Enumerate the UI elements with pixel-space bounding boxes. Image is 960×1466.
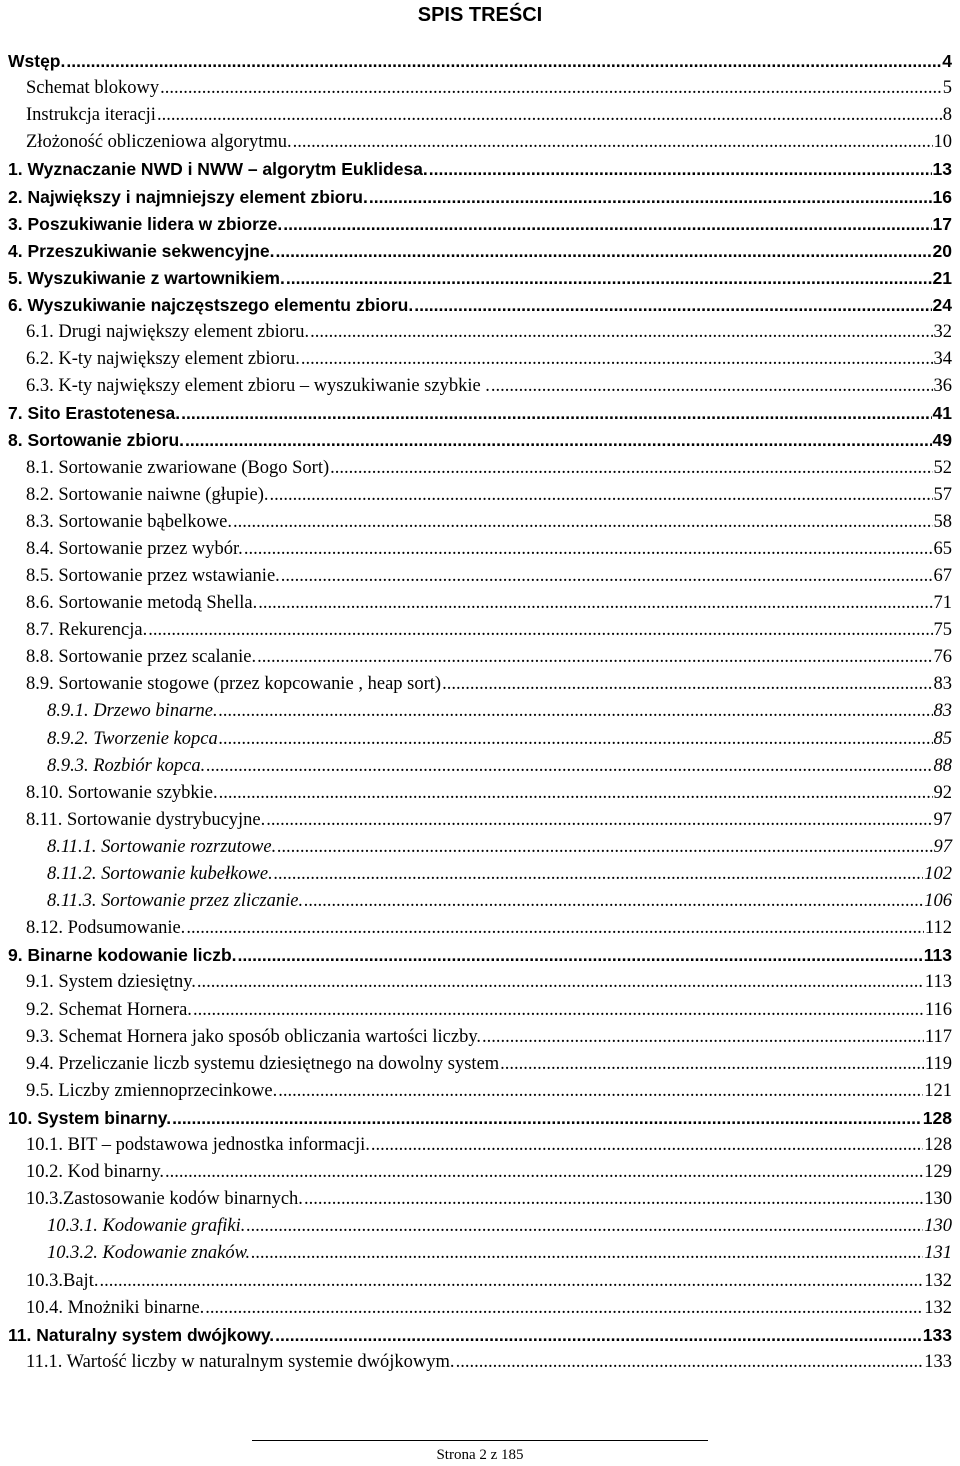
toc-entry[interactable]: [26, 644, 952, 671]
toc-entry-page: 106: [924, 891, 952, 912]
toc-entry[interactable]: [47, 1240, 952, 1267]
toc-entry-page: 20: [932, 240, 952, 261]
toc-entry-title: 9.3. Schemat Hornera jako sposób obliczania wartości liczby.: [26, 1026, 481, 1047]
toc-entry-page: 75: [933, 620, 952, 641]
toc-entry-page: 119: [924, 1053, 952, 1074]
toc-entry-title: 7. Sito Erastotenesa.: [8, 403, 181, 424]
toc-entry[interactable]: [8, 48, 952, 75]
toc-leader-dots: [266, 807, 932, 834]
toc-entry[interactable]: [8, 292, 952, 319]
toc-entry[interactable]: [8, 942, 952, 969]
toc-entry-title: 8.11.1. Sortowanie rozrzutowe.: [47, 836, 277, 857]
toc-entry-page: 4: [942, 51, 952, 71]
toc-entry-page: 128: [924, 1135, 952, 1155]
toc-entry-page: 24: [932, 294, 952, 315]
toc-entry-page: 83: [933, 701, 952, 722]
toc-leader-dots: [244, 536, 933, 563]
toc-entry-title: 10.3.2. Kodowanie znaków.: [47, 1243, 251, 1264]
toc-entry[interactable]: [26, 346, 952, 373]
toc-entry-title: 8. Sortowanie zbioru.: [8, 430, 184, 451]
toc-entry-page: 5: [942, 78, 952, 99]
toc-entry-page: 117: [924, 1026, 952, 1047]
toc-entry-page: 71: [933, 593, 952, 613]
toc-entry-page: 65: [933, 538, 952, 559]
toc-entry[interactable]: [26, 75, 952, 102]
toc-entry-page: 83: [933, 674, 952, 695]
toc-entry[interactable]: [26, 1132, 952, 1159]
toc-entry-page: 133: [924, 1351, 952, 1372]
toc-entry[interactable]: [26, 1024, 952, 1051]
toc-leader-dots: [172, 1105, 922, 1132]
toc-entry[interactable]: [8, 1105, 952, 1132]
toc-entry[interactable]: [47, 1213, 952, 1240]
toc-entry-title: 2. Największy i najmniejszy element zbioru.: [8, 186, 368, 207]
toc-entry[interactable]: [8, 156, 952, 183]
toc-leader-dots: [160, 75, 942, 102]
toc-leader-dots: [491, 373, 933, 400]
toc-entry[interactable]: [26, 807, 952, 834]
toc-entry-title: 10.3.1. Kodowanie grafiki.: [47, 1216, 246, 1237]
toc-entry-page: 132: [924, 1270, 952, 1291]
toc-leader-dots: [301, 346, 933, 373]
toc-entry-title: 9.1. System dziesiętny.: [26, 972, 196, 993]
toc-entry[interactable]: [47, 753, 952, 780]
toc-entry-title: 11.1. Wartość liczby w naturalnym systemie dwójkowym.: [26, 1351, 455, 1372]
toc-entry-title: 11. Naturalny system dwójkowy.: [8, 1324, 275, 1345]
toc-entry[interactable]: [26, 563, 952, 590]
toc-entry[interactable]: [26, 102, 952, 129]
toc-entry[interactable]: [47, 861, 952, 888]
toc-entry-title: 8.9. Sortowanie stogowe (przez kopcowanie , heap sort): [26, 674, 442, 695]
toc-entry-title: 8.3. Sortowanie bąbelkowe.: [26, 511, 233, 532]
toc-leader-dots: [205, 1295, 923, 1322]
toc-entry-title: 10.4. Mnożniki binarne.: [26, 1297, 205, 1318]
toc-leader-dots: [258, 590, 932, 617]
toc-entry-page: 113: [923, 945, 952, 966]
toc-entry-page: 57: [933, 484, 952, 505]
toc-entry-title: 8.6. Sortowanie metodą Shella.: [26, 593, 258, 613]
toc-entry-title: 8.7. Rekurencja.: [26, 620, 148, 641]
toc-entry-page: 8: [942, 105, 952, 126]
toc-leader-dots: [66, 48, 941, 75]
toc-entry-title: 8.4. Sortowanie przez wybór.: [26, 538, 243, 559]
toc-entry-page: 76: [933, 647, 952, 668]
toc-entry-page: 130: [924, 1189, 952, 1210]
toc-entry[interactable]: [8, 427, 952, 454]
toc-entry-title: 8.2. Sortowanie naiwne (głupie).: [26, 484, 269, 505]
toc-entry-page: 13: [932, 159, 952, 180]
toc-leader-dots: [276, 238, 932, 265]
toc-entry-page: 58: [933, 511, 952, 532]
toc-entry[interactable]: [26, 780, 952, 807]
toc-entry[interactable]: [47, 726, 952, 753]
toc-entry-title: 5. Wyszukiwanie z wartownikiem.: [8, 267, 285, 288]
toc-leader-dots: [442, 671, 932, 698]
page-footer: Strona 2 z 185: [436, 1447, 524, 1463]
toc-leader-dots: [277, 834, 932, 861]
toc-entry[interactable]: [26, 129, 952, 156]
footer-divider: [252, 1440, 708, 1441]
toc-leader-dots: [257, 644, 932, 671]
toc-entry-title: 8.9.2. Tworzenie kopca: [47, 728, 218, 749]
toc-entry-page: 97: [933, 836, 952, 857]
toc-entry-page: 17: [932, 213, 952, 234]
toc-entry[interactable]: [26, 997, 952, 1024]
toc-leader-dots: [219, 780, 933, 807]
toc-entry[interactable]: [47, 888, 952, 915]
toc-entry[interactable]: [8, 400, 952, 427]
toc-entry-title: 9. Binarne kodowanie liczb.: [8, 945, 237, 966]
toc-entry-title: Wstęp.: [8, 51, 66, 71]
toc-leader-dots: [193, 997, 924, 1024]
toc-entry[interactable]: [26, 482, 952, 509]
toc-entry-title: Schemat blokowy: [26, 78, 160, 99]
toc-entry-title: 9.4. Przeliczanie liczb systemu dziesiętnego na dowolny system: [26, 1053, 500, 1074]
toc-entry-page: 32: [933, 322, 952, 342]
toc-entry-page: 92: [933, 782, 952, 803]
toc-entry-page: 116: [924, 999, 952, 1020]
toc-entry[interactable]: [8, 265, 952, 292]
toc-leader-dots: [371, 1132, 923, 1159]
toc-entry-title: 3. Poszukiwanie lidera w zbiorze.: [8, 213, 283, 234]
toc-leader-dots: [429, 156, 932, 183]
toc-entry[interactable]: [26, 509, 952, 536]
toc-entry-title: 8.8. Sortowanie przez scalanie.: [26, 647, 257, 668]
toc-leader-dots: [281, 563, 933, 590]
toc-entry-page: 131: [924, 1243, 952, 1264]
toc-entry[interactable]: [47, 834, 952, 861]
toc-leader-dots: [304, 888, 923, 915]
toc-entry-title: 9.5. Liczby zmiennoprzecinkowe.: [26, 1080, 278, 1101]
toc-leader-dots: [456, 1349, 924, 1376]
toc-entry-title: 10. System binarny.: [8, 1107, 172, 1128]
toc-entry-title: 10.2. Kod binarny.: [26, 1162, 165, 1183]
toc-entry[interactable]: [26, 590, 952, 617]
toc-entry-title: 6.3. K-ty największy element zbioru – wyszukiwanie szybkie .: [26, 376, 490, 397]
toc-entry-page: 67: [933, 565, 952, 586]
toc-leader-dots: [286, 265, 932, 292]
toc-entry-title: 8.9.3. Rozbiór kopca.: [47, 755, 206, 776]
toc-leader-dots: [500, 1051, 924, 1078]
toc-entry-page: 41: [932, 403, 952, 424]
toc-entry[interactable]: [26, 1159, 952, 1186]
toc-leader-dots: [157, 102, 942, 129]
toc-entry-page: 128: [922, 1107, 952, 1128]
toc-entry-page: 133: [922, 1324, 952, 1345]
toc-entry-page: 129: [924, 1162, 952, 1183]
toc-entry[interactable]: [26, 1078, 952, 1105]
toc-entry-page: 16: [932, 186, 952, 207]
toc-entry[interactable]: [26, 1349, 952, 1376]
toc-entry-title: 10.3.Bajt.: [26, 1270, 99, 1291]
toc-entry-page: 102: [924, 864, 952, 884]
toc-entry-page: 36: [933, 376, 952, 397]
toc-entry-title: 8.5. Sortowanie przez wstawianie.: [26, 565, 280, 586]
toc-entry-page: 97: [933, 809, 952, 830]
toc-entry[interactable]: [8, 1322, 952, 1349]
toc-leader-dots: [414, 292, 931, 319]
toc-entry-title: 6. Wyszukiwanie najczęstszego elementu zbioru.: [8, 294, 414, 315]
toc-entry-title: 8.9.1. Drzewo binarne.: [47, 701, 218, 722]
toc-entry-page: 49: [932, 430, 952, 451]
toc-leader-dots: [206, 753, 932, 780]
toc-leader-dots: [278, 1078, 923, 1105]
toc-entry-page: 113: [924, 972, 952, 993]
toc-leader-dots: [197, 969, 924, 996]
toc-entry-title: 6.2. K-ty największy element zbioru.: [26, 349, 300, 370]
toc-leader-dots: [219, 698, 933, 725]
toc-leader-dots: [233, 509, 932, 536]
toc-leader-dots: [369, 184, 932, 211]
toc-entry-title: 8.11. Sortowanie dystrybucyjne.: [26, 809, 266, 830]
toc-leader-dots: [219, 726, 933, 753]
toc-entry-page: 21: [932, 267, 952, 288]
toc-leader-dots: [99, 1268, 923, 1295]
toc-leader-dots: [238, 942, 923, 969]
toc-entry[interactable]: [26, 373, 952, 400]
toc-leader-dots: [251, 1240, 923, 1267]
toc-leader-dots: [274, 861, 924, 888]
toc-leader-dots: [304, 1186, 923, 1213]
toc-entry-title: 8.10. Sortowanie szybkie.: [26, 782, 218, 803]
toc-entry-page: 34: [933, 349, 952, 370]
toc-leader-dots: [181, 400, 931, 427]
toc-entry-page: 52: [933, 457, 952, 478]
toc-entry[interactable]: [26, 671, 952, 698]
toc-entry-page: 112: [924, 918, 952, 939]
toc-entry-title: 8.12. Podsumowanie.: [26, 918, 186, 939]
toc-entry-title: Instrukcja iteracji: [26, 105, 156, 126]
toc-leader-dots: [270, 482, 933, 509]
toc-entry[interactable]: [26, 1268, 952, 1295]
toc-entry[interactable]: [8, 184, 952, 211]
toc-entry-title: 6.1. Drugi największy element zbioru.: [26, 322, 310, 342]
toc-entry-title: 9.2. Schemat Hornera.: [26, 999, 192, 1020]
toc-leader-dots: [246, 1213, 923, 1240]
toc-entry[interactable]: [8, 211, 952, 238]
toc-entry-page: 88: [933, 755, 952, 776]
toc-entry-page: 132: [924, 1297, 952, 1318]
toc-entry[interactable]: [47, 698, 952, 725]
toc-leader-dots: [165, 1159, 923, 1186]
page-title: SPIS TREŚCI: [417, 4, 543, 26]
toc-leader-dots: [482, 1024, 924, 1051]
toc-leader-dots: [186, 915, 924, 942]
toc-entry-title: Złożoność obliczeniowa algorytmu.: [26, 132, 292, 153]
toc-entry-page: 85: [933, 728, 952, 749]
toc-leader-dots: [330, 455, 932, 482]
toc-entry-page: 10: [933, 132, 952, 153]
toc-entry-page: 130: [924, 1216, 952, 1237]
toc-entry-title: 10.3.Zastosowanie kodów binarnych.: [26, 1189, 303, 1210]
toc-leader-dots: [185, 427, 932, 454]
toc-entry-title: 1. Wyznaczanie NWD i NWW – algorytm Euklidesa.: [8, 159, 428, 180]
toc-leader-dots: [293, 129, 933, 156]
toc-entry[interactable]: [26, 319, 952, 346]
toc-entry[interactable]: [26, 617, 952, 644]
toc-leader-dots: [283, 211, 931, 238]
toc-leader-dots: [148, 617, 932, 644]
toc-entry[interactable]: [26, 536, 952, 563]
toc-entry[interactable]: [26, 969, 952, 996]
toc-entry-page: 121: [924, 1080, 952, 1101]
toc-entry[interactable]: [26, 915, 952, 942]
toc-entry-title: 8.11.3. Sortowanie przez zliczanie.: [47, 891, 304, 912]
toc-entry-title: 8.11.2. Sortowanie kubełkowe.: [47, 864, 273, 884]
toc-entry[interactable]: [26, 1051, 952, 1078]
toc-leader-dots: [275, 1322, 922, 1349]
toc-entry-title: 10.1. BIT – podstawowa jednostka informacji.: [26, 1135, 370, 1155]
toc-entry[interactable]: [8, 238, 952, 265]
toc-entry[interactable]: [26, 1295, 952, 1322]
toc-entry[interactable]: [26, 455, 952, 482]
toc-entry-title: 4. Przeszukiwanie sekwencyjne.: [8, 240, 275, 261]
toc-leader-dots: [310, 319, 932, 346]
toc-entry-title: 8.1. Sortowanie zwariowane (Bogo Sort): [26, 457, 330, 478]
toc-entry[interactable]: [26, 1186, 952, 1213]
